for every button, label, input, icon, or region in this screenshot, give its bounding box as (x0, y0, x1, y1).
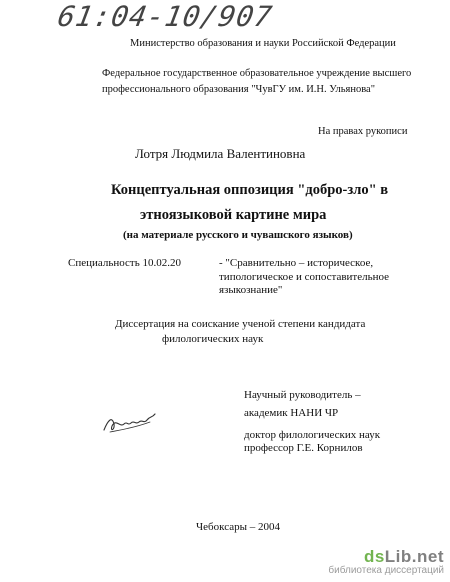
dslib-logo-green: ds (363, 547, 385, 566)
manuscript-rights-note: На правах рукописи (318, 126, 408, 137)
thesis-subtitle: (на материале русского и чувашского языков) (123, 229, 353, 241)
ministry-heading: Министерство образования и науки Российской Федерации (130, 38, 396, 49)
author-name: Лотря Людмила Валентиновна (135, 146, 306, 161)
specialty-name-line-2: типологическое и сопоставительное (219, 270, 390, 283)
specialty-name-line-3: языкознание" (219, 284, 283, 296)
thesis-title-line-2: этноязыковой картине мира (140, 207, 327, 223)
supervisor-degree: доктор филологических наук (244, 429, 381, 441)
supervisor-name: профессор Г.Е. Корнилов (244, 442, 363, 454)
institution-line-2: профессионального образования "ЧувГУ им. И.Н. Ульянова" (102, 84, 375, 95)
degree-statement-line-1: Диссертация на соискание ученой степени кандидата (115, 318, 366, 330)
city-year: Чебоксары – 2004 (196, 521, 280, 533)
dslib-logo (328, 547, 444, 567)
dslib-subtitle: библиотека диссертаций (328, 565, 444, 576)
author-signature (100, 410, 160, 438)
thesis-title-line-1: Концептуальная оппозиция "добро-зло" в (111, 182, 389, 198)
degree-statement-line-2: филологических наук (162, 333, 264, 345)
institution-line-1: Федеральное государственное образовательное учреждение высшего (102, 68, 412, 79)
dslib-watermark (328, 547, 444, 576)
handwritten-catalog-number: 61:04-10/907 (55, 0, 276, 33)
specialty-name-line-1: - "Сравнительно – историческое, (219, 257, 374, 269)
supervisor-title: академик НАНИ ЧР (244, 407, 339, 419)
specialty-name (219, 257, 429, 298)
specialty-code: Специальность 10.02.20 (68, 257, 181, 269)
supervisor-label: Научный руководитель – (244, 389, 361, 401)
dslib-logo-gray: Lib.net (384, 547, 444, 566)
